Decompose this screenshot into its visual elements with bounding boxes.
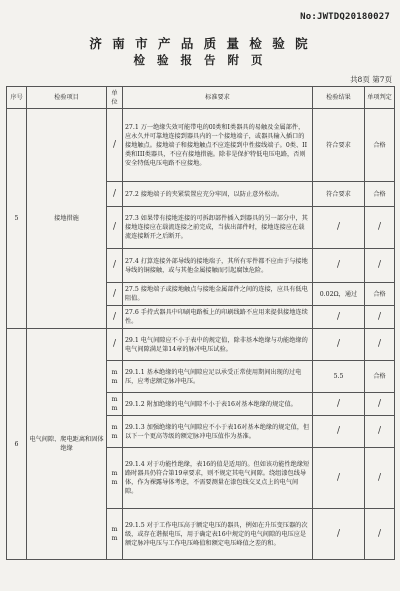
row-verdict: / — [365, 207, 395, 249]
row-verdict: / — [365, 329, 395, 361]
row-result: 0.02Ω，通过 — [313, 283, 365, 306]
row-result: 5.5 — [313, 361, 365, 393]
row-result: / — [313, 393, 365, 416]
row-unit: / — [107, 109, 123, 182]
row-result: / — [313, 509, 365, 560]
row-unit: mm — [107, 448, 123, 509]
row-requirement: 29.1 电气间隙应不小于表中的规定值，除非基本绝缘与功能绝缘的电气间隙满足第14章的脉冲电压试验。 — [123, 329, 313, 361]
row-unit: / — [107, 306, 123, 329]
row-requirement: 27.3 如果带有接地连接的可拆卸部件插入到器具的另一部分中，其接地连接应在载流连接之前完成，当拔出部件时，接地连接应在载流连接断开之后断开。 — [123, 207, 313, 249]
row-verdict: / — [365, 249, 395, 283]
row-requirement: 27.6 手持式器具中印刷电路板上的印刷线路不应用来提供接地连续性。 — [123, 306, 313, 329]
row-verdict: 合格 — [365, 182, 395, 207]
page-info: 共8页 第7页 — [350, 75, 392, 84]
row-requirement: 29.1.3 加强绝缘的电气间隙应不小于表16对基本绝缘的规定值，但以下一个更高等级的额定脉冲电压值作为基准。 — [123, 416, 313, 448]
row-verdict: 合格 — [365, 361, 395, 393]
group-number: 6 — [7, 329, 27, 560]
row-verdict: / — [365, 393, 395, 416]
row-unit: mm — [107, 509, 123, 560]
header-item: 检验项目 — [27, 87, 107, 109]
row-requirement: 27.5 接地端子或接地触点与接地金属部件之间的连接，应具有低电阻值。 — [123, 283, 313, 306]
row-result: / — [313, 416, 365, 448]
row-result: / — [313, 306, 365, 329]
row-requirement: 29.1.1 基本绝缘的电气间隙应足以承受正常使用期间出现的过电压，应考虑额定脉冲电压。 — [123, 361, 313, 393]
group-item: 电气间隙、爬电距离和固体绝缘 — [27, 329, 107, 560]
table-row — [7, 109, 395, 182]
row-result: / — [313, 329, 365, 361]
row-requirement: 29.1.5 对于工作电压高于额定电压的器具，例如在升压变压器的次级，或存在谐振电压，用于确定表16中规定的电气间隙的电压应是额定脉冲电压与工作电压峰值和额定电压峰值之差的和。 — [123, 509, 313, 560]
table-row — [7, 329, 395, 361]
row-unit: / — [107, 249, 123, 283]
row-requirement: 29.1.4 对于功能性绝缘，表16的值是适用的。但如该功能性绝缘短路时器具仍符合第19章要求，则不规定其电气间隙。绕组漆包线导体，作为裸露导体考虑，不需要测量在漆包线交叉点上的电气间隙。 — [123, 448, 313, 509]
row-unit: mm — [107, 416, 123, 448]
row-result: / — [313, 448, 365, 509]
group-item: 接地措施 — [27, 109, 107, 329]
row-result: 符合要求 — [313, 182, 365, 207]
row-result: / — [313, 249, 365, 283]
row-requirement: 27.2 接地端子的夹紧装置应充分牢固，以防止意外松动。 — [123, 182, 313, 207]
row-requirement: 27.4 打算连接外部导线的接地端子，其所有零件都不应由于与接地导线的铜接触，或与其他金属接触而引起腐蚀危险。 — [123, 249, 313, 283]
row-unit: mm — [107, 393, 123, 416]
row-verdict: / — [365, 306, 395, 329]
row-result: / — [313, 207, 365, 249]
group-number: 5 — [7, 109, 27, 329]
organization-name: 济 南 市 产 品 质 量 检 验 院 — [89, 36, 311, 51]
row-verdict: / — [365, 509, 395, 560]
table-header-row — [7, 87, 395, 109]
document-title: 检 验 报 告 附 页 — [133, 53, 267, 67]
row-unit: / — [107, 283, 123, 306]
row-verdict: / — [365, 448, 395, 509]
row-unit: / — [107, 182, 123, 207]
header-unit: 单位 — [107, 87, 123, 109]
row-unit: / — [107, 207, 123, 249]
row-unit: / — [107, 329, 123, 361]
report-number: No:JWTDQ20180027 — [300, 12, 390, 22]
header-no: 序号 — [7, 87, 27, 109]
header-verdict: 单项判定 — [365, 87, 395, 109]
header-requirement: 标准要求 — [123, 87, 313, 109]
inspection-table — [6, 86, 395, 560]
header-result: 检验结果 — [313, 87, 365, 109]
row-result: 符合要求 — [313, 109, 365, 182]
row-requirement: 29.1.2 附加绝缘的电气间隙不小于表16对基本绝缘的规定值。 — [123, 393, 313, 416]
row-verdict: / — [365, 416, 395, 448]
row-verdict: 合格 — [365, 283, 395, 306]
row-requirement: 27.1 万一绝缘失效可能带电的0I类和I类器具的易触及金属部件，应永久并可靠地连接到器具内的一个接地端子，或器具输入插口的接地触点。接地端子和接地触点不应连接到中性接线端子。0类、II类和III类器具，不应有接地措施。除非是保护特低电压电路，否则安全特低电压电路不应接地。 — [123, 109, 313, 182]
row-verdict: 合格 — [365, 109, 395, 182]
row-unit: mm — [107, 361, 123, 393]
